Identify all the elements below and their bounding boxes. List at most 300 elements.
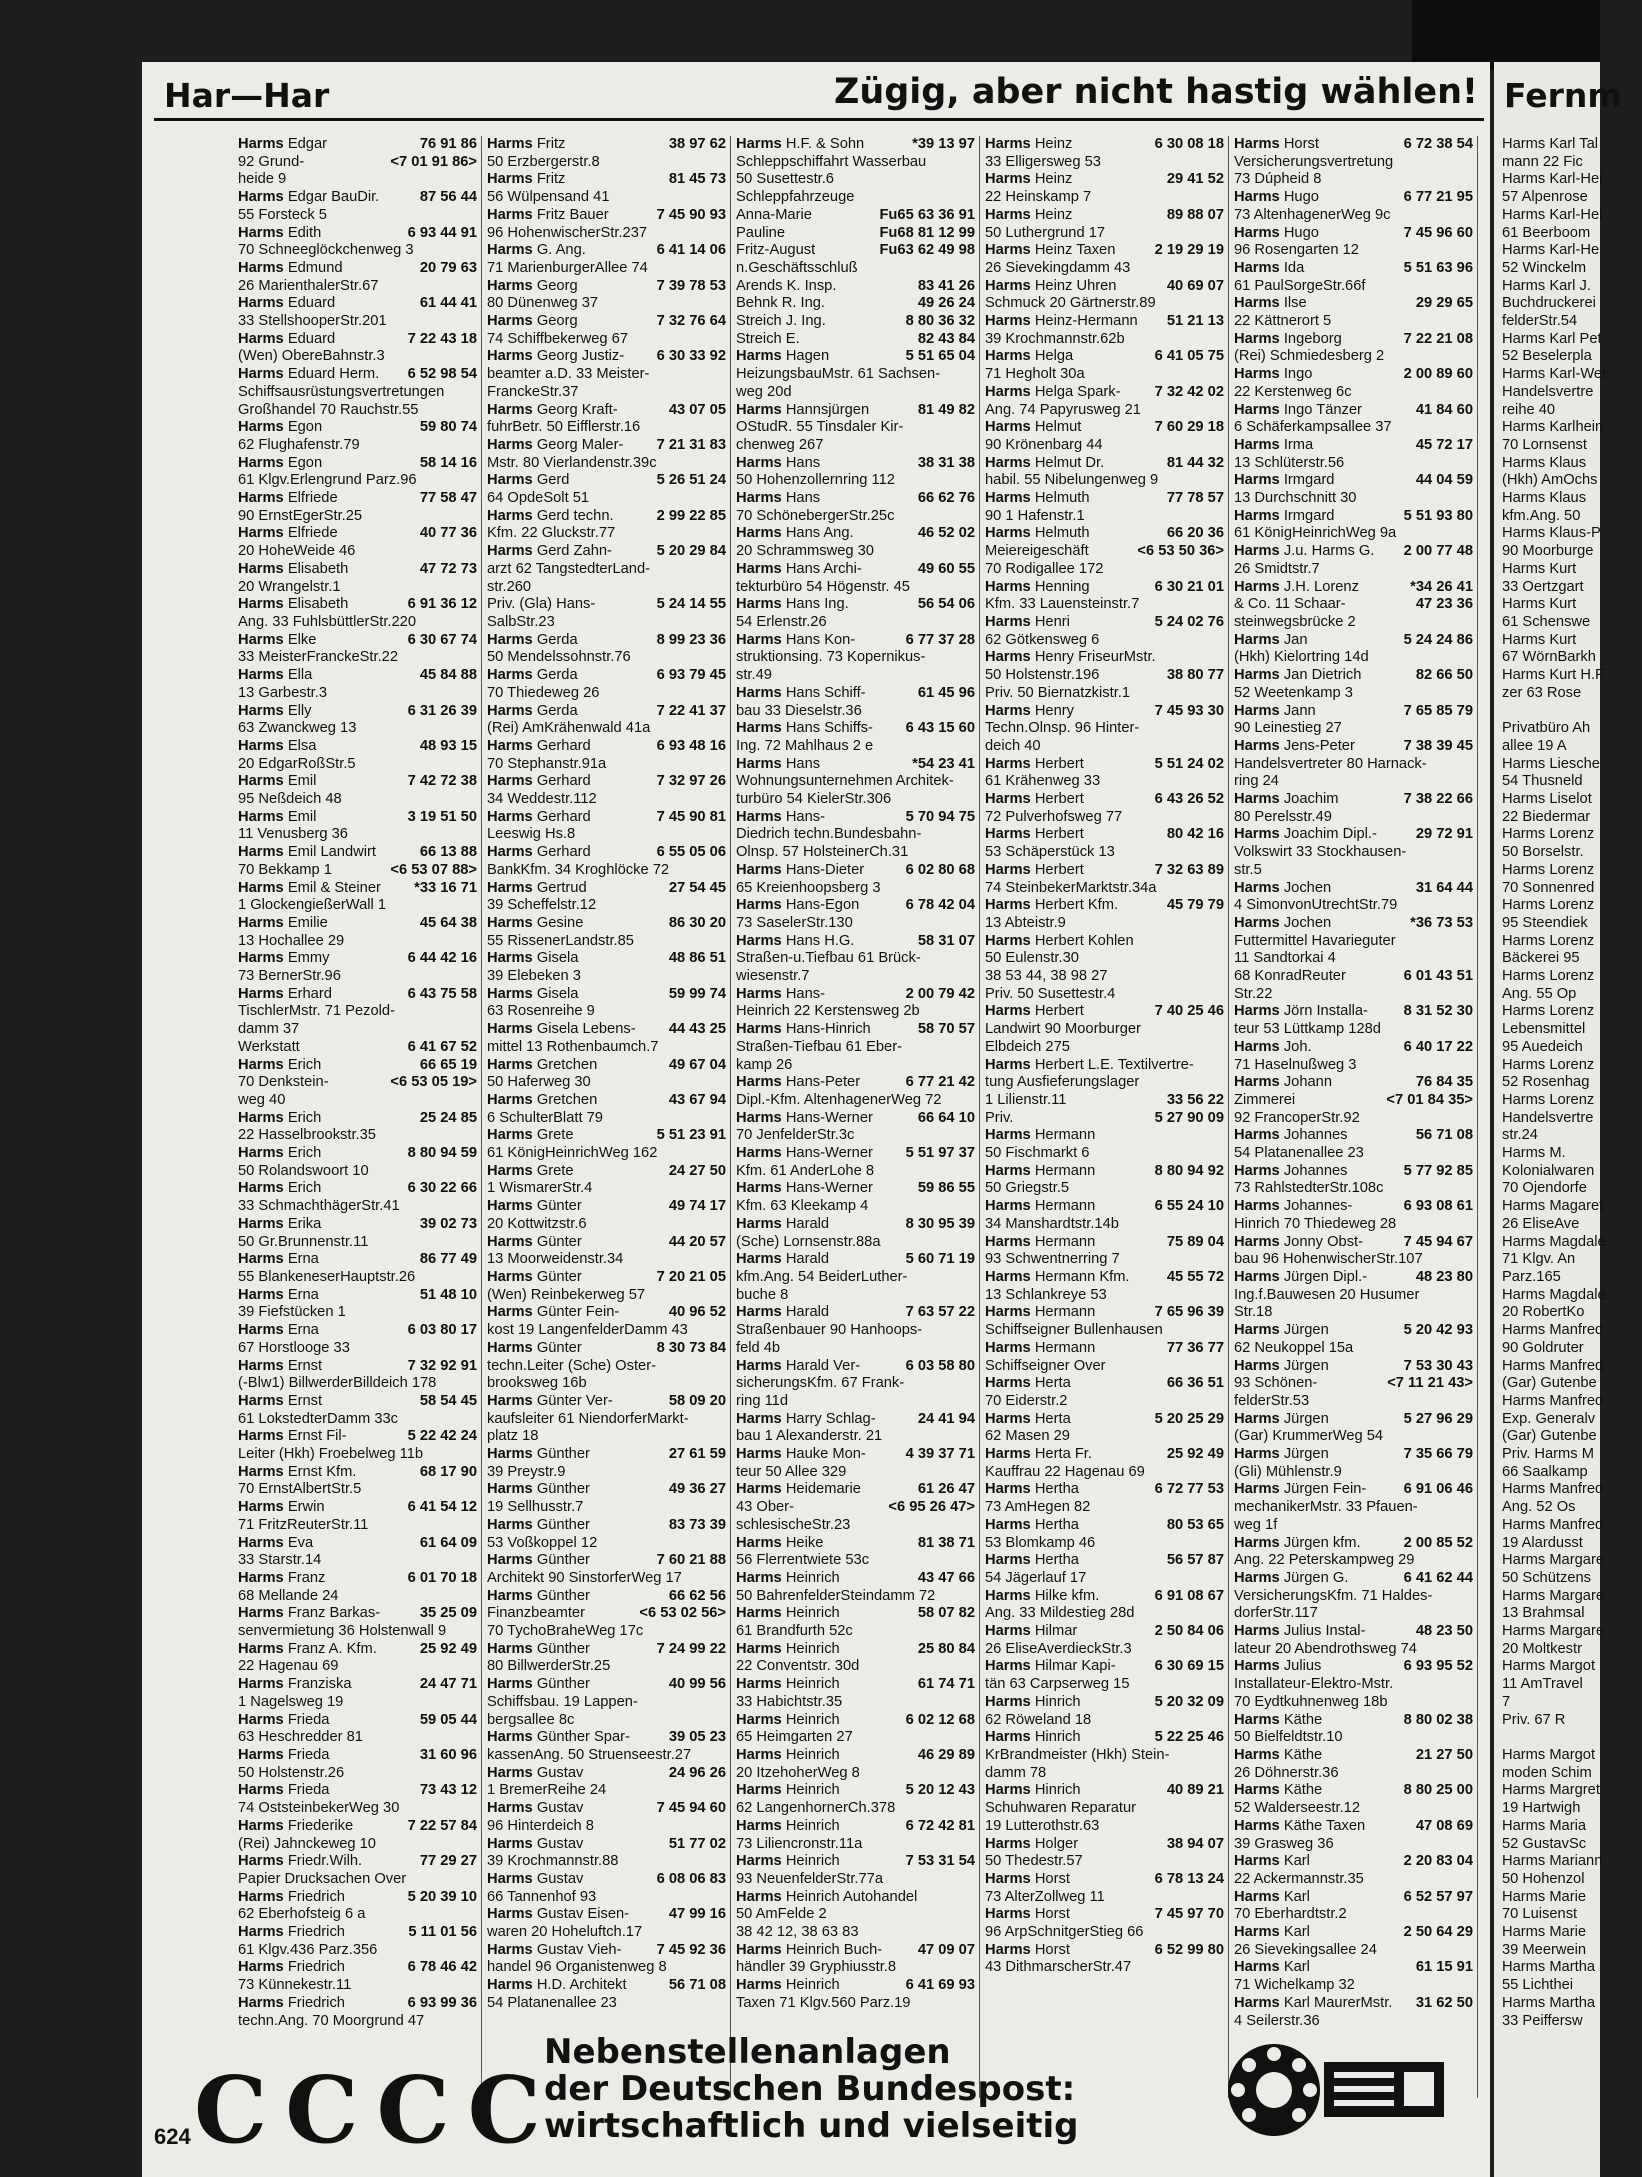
adjacent-listing-line: felderStr.54 [1502,313,1578,330]
listing-entry [487,1145,730,1163]
listing-entry [487,1977,730,1995]
listing-entry [238,1304,481,1322]
entry-text: Käthe [1283,1711,1323,1728]
entry-text: Günther Spar- [536,1729,630,1746]
entry-text: 26 Döhnerstr.36 [1234,1764,1339,1781]
listing-entry [487,242,730,260]
entry-text: (Wen) Reinbekerweg 57 [487,1286,646,1303]
listing-entry [487,862,730,880]
surname: Harms [238,330,284,347]
listing-entry [487,1092,730,1110]
phone-number: 6 52 99 80 [1152,1942,1224,1960]
phone-number: 48 23 80 [1413,1269,1473,1287]
surname: Harms [238,1392,284,1409]
entry-text: damm 37 [238,1021,300,1038]
surname: Harms [985,136,1031,152]
entry-text: Schuhwaren Reparatur [985,1800,1137,1817]
surname: Harms [1234,1446,1280,1463]
entry-text: Architekt 90 SinstorferWeg 17 [487,1569,682,1586]
entry-text: Johannes [1283,1162,1348,1179]
adjacent-listing-line: Harms Maria [1502,1817,1587,1834]
listing-entry [736,703,979,721]
entry-text: felderStr.53 [1234,1392,1310,1409]
entry-text: Georg Kraft- [536,401,618,418]
surname: Harms [1234,1162,1280,1179]
surname: Harms [238,525,284,542]
phone-number: 87 56 44 [417,189,477,207]
listing-entry [736,295,979,313]
entry-text: Heinrich [785,1746,840,1763]
entry-text: Karl MaurerMstr. [1283,1994,1393,2011]
entry-text: Erna [287,1286,319,1303]
phone-number: Fu65 63 36 91 [876,207,975,225]
entry-text: 53 Blomkamp 46 [985,1534,1096,1551]
listing-entry [238,950,481,968]
phone-number: 2 00 79 42 [903,986,975,1004]
listing-entry [238,1198,481,1216]
listing-entry [238,1676,481,1694]
adjacent-listing-line: 61 Schenswe [1502,613,1591,630]
listing-entry [1234,579,1477,597]
phone-number: 7 65 96 39 [1152,1304,1224,1322]
phone-number: 6 30 22 66 [405,1180,477,1198]
entry-text: brooksweg 16b [487,1375,587,1392]
entry-text: 6 Schäferkampsallee 37 [1234,419,1392,436]
listing-entry [238,1871,481,1889]
phone-number: 49 74 17 [666,1198,726,1216]
listing-entry [736,207,979,225]
listing-entry [736,1304,979,1322]
listing-entry [985,1924,1228,1942]
listing-entry [985,1251,1228,1269]
phone-number: 38 94 07 [1164,1836,1224,1854]
listing-entry [487,579,730,597]
entry-text: Jürgen Dipl.- [1283,1269,1368,1285]
listing-entry [985,1535,1228,1553]
listing-entry [238,561,481,579]
entry-text: 43 Ober- [736,1499,794,1516]
phone-number: 80 42 16 [1164,826,1224,844]
listing-entry [1234,986,1477,1004]
entry-text: buche 8 [736,1286,789,1303]
listing-entry [487,844,730,862]
entry-text: teur 53 Lüttkamp 128d [1234,1021,1381,1038]
phone-number: 80 53 65 [1164,1517,1224,1535]
listing-entry [736,1517,979,1535]
entry-text: 20 Schrammsweg 30 [736,543,874,560]
listing-entry [736,1464,979,1482]
listing-entry [238,773,481,791]
entry-text: Hans-Werner [785,1145,873,1162]
listing-entry [985,596,1228,614]
entry-text: 13 Schlüterstr.56 [1234,454,1345,471]
phone-number: 77 29 27 [417,1853,477,1871]
listing-entry [985,1110,1228,1128]
surname: Harms [238,1215,284,1232]
surname: Harms [736,1711,782,1728]
listing-entry [238,1074,481,1092]
listing-entry [487,508,730,526]
adjacent-listing-line: Priv. Harms M [1502,1446,1594,1463]
listing-entry [487,1942,730,1960]
surname: Harms [238,1534,284,1551]
listing-entry [1234,791,1477,809]
entry-text: 34 Weddestr.112 [487,791,597,808]
adjacent-listing-line: Bäckerei 95 [1502,950,1580,967]
entry-text: 13 Durchschnitt 30 [1234,490,1357,507]
entry-text: Hinrich [1034,1693,1081,1710]
listing-entry [985,384,1228,402]
entry-text: 71 Hegholt 30a [985,366,1085,383]
phone-number: 45 72 17 [1413,437,1473,455]
listing-entry [487,136,730,154]
listing-entry [487,1676,730,1694]
phone-number: 7 45 96 60 [1401,225,1473,243]
listing-entry [487,968,730,986]
phone-number: 68 17 90 [417,1464,477,1482]
listing-entry [985,1676,1228,1694]
listing-entry [736,1552,979,1570]
entry-text: Hagen [785,348,830,365]
listing-entry [1234,897,1477,915]
listing-entry [238,791,481,809]
phone-number: 6 30 08 18 [1152,136,1224,154]
phone-number: 44 20 57 [666,1234,726,1252]
listing-entry [985,862,1228,880]
entry-text: 53 Voßkoppel 12 [487,1534,598,1551]
surname: Harms [1234,1623,1280,1640]
entry-text: senvermietung 36 Holstenwall 9 [238,1623,447,1640]
listing-entry [736,384,979,402]
listing-entry [487,1304,730,1322]
entry-text: Anna-Marie [736,206,812,223]
listing-entry [985,225,1228,243]
listing-entry [736,260,979,278]
listing-entry [487,331,730,349]
entry-text: habil. 55 Nibelungenweg 9 [985,472,1159,489]
adjacent-listing-line: Harms Klaus [1502,454,1587,471]
listing-entry [736,1127,979,1145]
phone-number: 6 02 12 68 [903,1712,975,1730]
surname: Harms [487,1339,533,1356]
surname: Harms [487,171,533,188]
entry-text: Elly [287,702,312,719]
listing-entry [238,579,481,597]
surname: Harms [487,1552,533,1569]
entry-text: 1 Nagelsweg 19 [238,1693,344,1710]
listing-entry [238,384,481,402]
entry-text: Herta [1034,1410,1071,1427]
adjacent-listing-line: Harms Magdale [1502,1233,1606,1250]
listing-column [736,136,980,2098]
adjacent-listing-line: Harms Kurt [1502,596,1577,613]
surname: Harms [736,454,782,471]
phone-number: 6 91 36 12 [405,596,477,614]
surname: Harms [238,1959,284,1976]
entry-text: Großhandel 70 Rauchstr.55 [238,401,419,418]
listing-entry [238,1942,481,1960]
entry-text: 71 Haselnußweg 3 [1234,1056,1357,1073]
surname: Harms [985,1782,1031,1799]
listing-entry [1234,1977,1477,1995]
entry-text: Eduard [287,330,336,347]
listing-entry [736,968,979,986]
adjacent-listing-line: Harms M. [1502,1145,1566,1162]
entry-text: Hilmar Kapi- [1034,1658,1116,1675]
surname: Harms [238,1463,284,1480]
entry-text: Grete [536,1127,574,1144]
listing-entry [487,295,730,313]
adjacent-listing-line: Handelsvertre [1502,1109,1594,1126]
entry-text: Edgar [287,136,328,152]
listing-entry [238,1269,481,1287]
phone-number: 81 44 32 [1164,455,1224,473]
listing-entry [238,1517,481,1535]
listing-entry [487,1110,730,1128]
listing-entry [736,756,979,774]
entry-text: 50 Haferweg 30 [487,1074,591,1091]
phone-number: 44 43 25 [666,1021,726,1039]
phone-number: 66 62 56 [666,1588,726,1606]
phone-number: 6 30 67 74 [405,632,477,650]
entry-text: Hugo [1283,224,1319,241]
listing-entry [487,260,730,278]
entry-text: Wohnungsunternehmen Architek- [736,773,954,790]
listing-entry [238,826,481,844]
phone-number: 5 51 24 02 [1152,756,1224,774]
listing-entry [238,1889,481,1907]
adjacent-listing-line: Harms Karl-Wer [1502,366,1607,383]
listing-entry [487,596,730,614]
phone-number: 5 20 25 29 [1152,1411,1224,1429]
entry-text: Ang. 33 FuhlsbüttlerStr.220 [238,613,416,630]
entry-text: 22 Kerstenweg 6c [1234,383,1352,400]
listing-entry [985,1216,1228,1234]
listing-entry [736,1535,979,1553]
listing-entry [736,171,979,189]
listing-entry [238,1800,481,1818]
phone-number: 7 45 94 60 [654,1800,726,1818]
phone-number: 8 31 52 30 [1401,1003,1473,1021]
listing-entry [985,579,1228,597]
phone-number: 45 55 72 [1164,1269,1224,1287]
listing-entry [736,1092,979,1110]
surname: Harms [985,277,1031,294]
entry-text: 34 Manshardtstr.14b [985,1215,1119,1232]
surname: Harms [238,1605,284,1622]
entry-text: 70 Eydtkuhnenweg 18b [1234,1693,1388,1710]
phone-number: 6 43 15 60 [903,720,975,738]
entry-text: Hertha [1034,1481,1079,1498]
listing-entry [985,295,1228,313]
entry-text: Günter [536,1269,582,1285]
listing-entry [238,1977,481,1995]
entry-text: Herbert [1034,1003,1084,1020]
surname: Harms [487,1446,533,1463]
entry-text: KrBrandmeister (Hkh) Stein- [985,1746,1170,1763]
entry-text: Meiereigeschäft [985,543,1089,560]
listing-entry [736,1729,979,1747]
entry-text: Hans Schiff- [785,684,866,701]
phone-number: 6 52 98 54 [405,366,477,384]
entry-text: Gisela [536,985,579,1002]
listing-entry [736,154,979,172]
listing-entry [487,1623,730,1641]
listing-entry [1234,366,1477,384]
entry-text: 33 MeisterFranckeStr.22 [238,649,398,666]
surname: Harms [736,1074,782,1091]
listing-entry [1234,968,1477,986]
surname: Harms [487,1127,533,1144]
phone-number: 6 78 42 04 [903,897,975,915]
adjacent-listing-line: 20 Moltkestr [1502,1640,1582,1657]
listing-entry [985,1287,1228,1305]
phone-number: 2 00 89 60 [1401,366,1473,384]
entry-text: Schleppfahrzeuge [736,189,855,206]
surname: Harms [736,596,782,613]
surname: Harms [487,1233,533,1250]
listing-entry [487,880,730,898]
surname: Harms [1234,914,1280,931]
phone-number: 59 86 55 [915,1180,975,1198]
entry-text: Hinrich [1034,1782,1081,1799]
entry-text: n.Geschäftsschluß [736,259,858,276]
entry-text: ring 24 [1234,773,1279,790]
entry-text: Gustav Vieh- [536,1941,622,1958]
entry-text: 70 Rodigallee 172 [985,560,1104,577]
entry-text: Jann [1283,702,1316,719]
listing-entry [736,1924,979,1942]
listing-entry [1234,1906,1477,1924]
listing-entry [487,703,730,721]
listing-entry [1234,685,1477,703]
surname: Harms [1234,631,1280,648]
adjacent-listing-line: 70 Luisenst [1502,1906,1578,1923]
listing-entry [985,207,1228,225]
surname: Harms [736,560,782,577]
listing-entry [985,331,1228,349]
listing-entry [736,313,979,331]
surname: Harms [985,755,1031,772]
phone-number: 58 07 82 [915,1605,975,1623]
surname: Harms [1234,295,1280,312]
entry-text: Friedrich [287,1924,345,1941]
phone-number: 2 20 83 04 [1401,1853,1473,1871]
listing-entry [238,1110,481,1128]
entry-text: Erna [287,1322,319,1339]
surname: Harms [238,914,284,931]
listing-entry [238,1287,481,1305]
listing-entry [985,1853,1228,1871]
surname: Harms [238,1286,284,1303]
phone-number: 25 92 49 [417,1641,477,1659]
listing-entry [1234,1287,1477,1305]
phone-number: 21 27 50 [1413,1747,1473,1765]
phone-number: 51 48 10 [417,1287,477,1305]
surname: Harms [985,1941,1031,1958]
listing-entry [238,933,481,951]
entry-text: 1 GlockengießerWall 1 [238,897,387,914]
listing-entry [487,1853,730,1871]
entry-text: Olnsp. 57 HolsteinerCh.31 [736,844,909,861]
adjacent-listing-line: Harms Manfred [1502,1392,1604,1409]
surname: Harms [487,1304,533,1321]
listing-entry [487,1570,730,1588]
entry-text: struktionsing. 73 Kopernikus- [736,649,926,666]
entry-text: 70 Schneeglöckchenweg 3 [238,242,414,259]
listing-entry [736,1623,979,1641]
adjacent-listing-line: Harms Lorenz [1502,1056,1595,1073]
entry-text: Karl [1283,1959,1310,1976]
phone-number: 5 24 14 55 [654,596,726,614]
phone-number: 61 64 09 [417,1535,477,1553]
listing-entry [238,1747,481,1765]
entry-text: Emmy [287,950,330,967]
listing-entry [736,1003,979,1021]
phone-number: 24 27 50 [666,1163,726,1181]
surname: Harms [1234,1198,1280,1215]
phone-number: 6 93 95 52 [1401,1658,1473,1676]
entry-text: HeizungsbauMstr. 61 Sachsen- [736,366,941,383]
listing-entry [487,1251,730,1269]
listing-entry [736,915,979,933]
listing-entry [985,1836,1228,1854]
entry-text: Papier Drucksachen Over [238,1870,407,1887]
phone-number: <6 53 07 88> [387,862,477,880]
entry-text: Fritz-August [736,242,816,259]
entry-text: Kfm. 61 AnderLohe 8 [736,1162,874,1179]
entry-text: Volkswirt 33 Stockhausen- [1234,844,1407,861]
entry-text: Elke [287,631,317,648]
listing-entry [238,809,481,827]
entry-text: Emil [287,773,317,790]
entry-text: händler 39 Gryphiusstr.8 [736,1959,897,1976]
listing-entry [1234,455,1477,473]
listing-entry [736,791,979,809]
entry-text: Jens-Peter [1283,737,1355,754]
entry-text: 71 FritzReuterStr.11 [238,1516,369,1533]
entry-text: Jürgen kfm. [1283,1534,1361,1551]
phone-number: 89 88 07 [1164,207,1224,225]
entry-text: Hermann [1034,1304,1096,1321]
surname: Harms [736,1888,782,1905]
listing-entry [1234,1198,1477,1216]
listing-entry [736,1021,979,1039]
listing-entry [736,419,979,437]
listing-entry [238,986,481,1004]
entry-text: Hans Kon- [785,631,856,648]
entry-text: Handelsvertreter 80 Harnack- [1234,755,1427,772]
surname: Harms [487,702,533,719]
entry-text: Herbert Kfm. [1034,897,1119,914]
entry-text: Harald [785,1304,830,1321]
listing-entry [487,154,730,172]
entry-text: (Wen) ObereBahnstr.3 [238,348,385,365]
entry-text: Günter Fein- [536,1304,620,1321]
listing-entry [736,543,979,561]
entry-text: 50 Eulenstr.30 [985,950,1079,967]
surname: Harms [985,242,1031,259]
entry-text: J.H. Lorenz [1283,578,1359,595]
adjacent-listing-line: (Hkh) AmOchs [1502,472,1598,489]
entry-text: FranckeStr.37 [487,383,579,400]
phone-number: 66 13 88 [417,844,477,862]
entry-text: 62 Flughafenstr.79 [238,436,360,453]
entry-text: 19 Lutterothstr.63 [985,1817,1100,1834]
adjacent-listing-line: Harms Margare [1502,1552,1605,1569]
adjacent-listing-line: Harms Margot [1502,1746,1596,1763]
entry-text: 70 Eberhardtstr.2 [1234,1906,1347,1923]
